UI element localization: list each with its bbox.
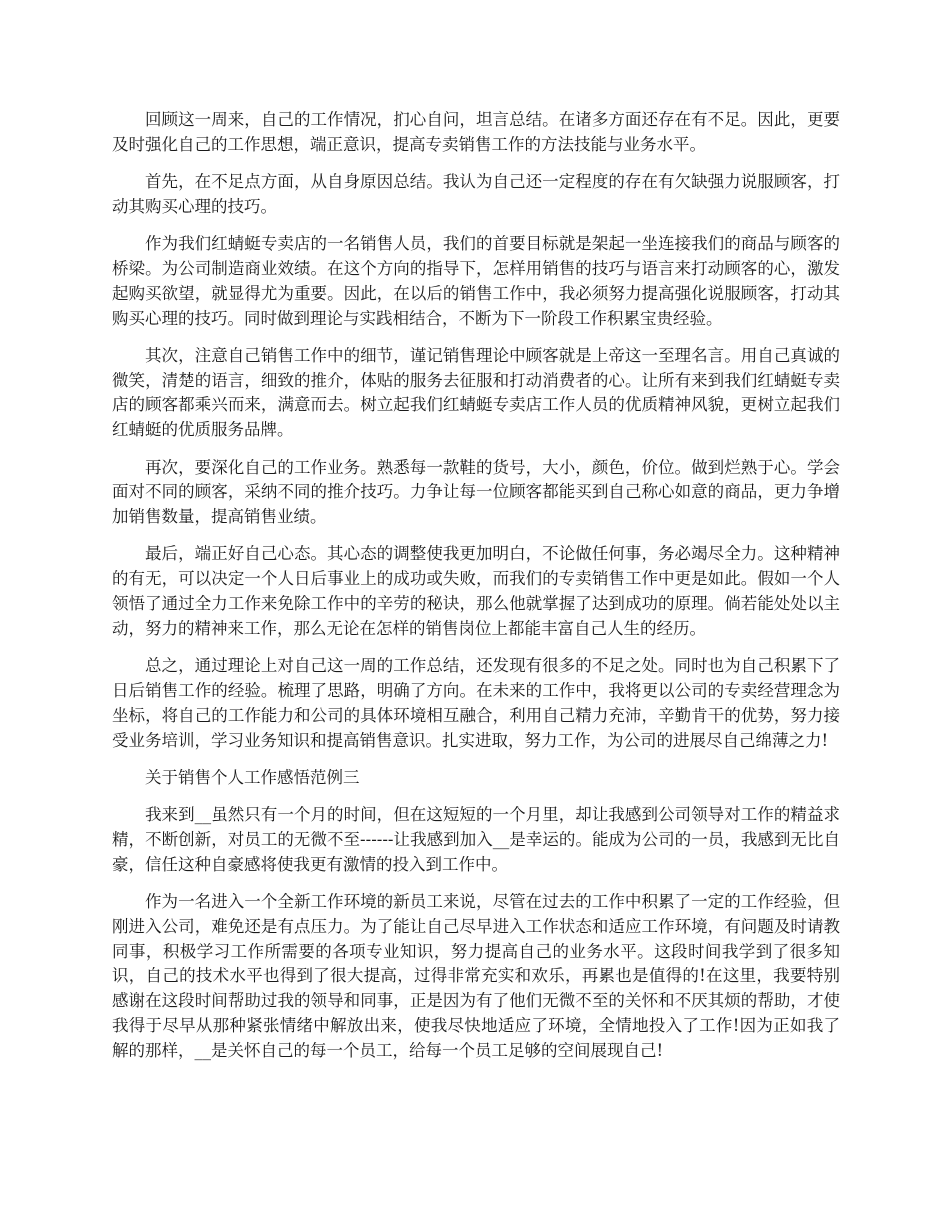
- paragraph-third: 再次，要深化自己的工作业务。熟悉每一款鞋的货号，大小，颜色，价位。做到烂熟于心。学会面对不同的顾客，采纳不同的推介技巧。力争让每一位顾客都能买到自己称心如意的商品，更力争增加销售数量，提高销售业绩。: [112, 457, 840, 527]
- paragraph-summary: 总之，通过理论上对自己这一周的工作总结，还发现有很多的不足之处。同时也为自己积累下了日后销售工作的经验。梳理了思路，明确了方向。在未来的工作中，我将更以公司的专卖经营理念为坐标，将自己的工作能力和公司的具体环境相互融合，利用自己精力充沛，辛勤肯干的优势，努力接受业务培训，学习业务知识和提高销售意识。扎实进取，努力工作，为公司的进展尽自己绵薄之力!: [112, 656, 840, 750]
- paragraph-last: 最后，端正好自己心态。其心态的调整使我更加明白，不论做任何事，务必竭尽全力。这种精神的有无，可以决定一个人日后事业上的成功或失败，而我们的专卖销售工作中更是如此。假如一个人领悟了通过全力工作来免除工作中的辛劳的秘诀，那么他就掌握了达到成功的原理。倘若能处处以主动，努力的精神来工作，那么无论在怎样的销售岗位上都能丰富自己人生的经历。: [112, 544, 840, 638]
- paragraph-joining: 我来到__虽然只有一个月的时间，但在这短短的一个月里，却让我感到公司领导对工作的精益求精，不断创新，对员工的无微不至------让我感到加入__是幸运的。能成为公司的一员，我感到无比自豪，信任这种自豪感将使我更有激情的投入到工作中。: [112, 805, 840, 874]
- section-title: 关于销售个人工作感悟范例三: [145, 767, 360, 787]
- document-page: [112, 108, 840, 1076]
- paragraph-new-employee: 作为一名进入一个全新工作环境的新员工来说，尽管在过去的工作中积累了一定的工作经验，但刚进入公司，难免还是有点压力。为了能让自己尽早进入工作状态和适应工作环境，有问题及时请教同事，积极学习工作所需要的各项专业知识，努力提高自己的业务水平。这段时间我学到了很多知识，自己的技术水平也得到了很大提高，过得非常充实和欢乐，再累也是值得的!在这里，我要特别感谢在这段时间帮助过我的领导和同事，正是因为有了他们无微不至的关怀和不厌其烦的帮助，才使我得于尽早从那种紧张情绪中解放出来，使我尽快地适应了环境，全情地投入了工作!因为正如我了解的那样，__是关怀自己的每一个员工，给每一个员工足够的空间展现自己!: [112, 892, 840, 1060]
- paragraph-first: 首先，在不足点方面，从自身原因总结。我认为自己还一定程度的存在有欠缺强力说服顾客，打动其购买心理的技巧。: [112, 172, 840, 216]
- paragraph-goal: 作为我们红蜻蜓专卖店的一名销售人员，我们的首要目标就是架起一坐连接我们的商品与顾客的桥梁。为公司制造商业效绩。在这个方向的指导下，怎样用销售的技巧与语言来打动顾客的心，激发起购买欲望，就显得尤为重要。因此，在以后的销售工作中，我必须努力提高强化说服顾客，打动其购买心理的技巧。同时做到理论与实践相结合，不断为下一阶段工作积累宝贵经验。: [112, 234, 840, 328]
- paragraph-second: 其次，注意自己销售工作中的细节，谨记销售理论中顾客就是上帝这一至理名言。用自己真诚的微笑，清楚的语言，细致的推介，体贴的服务去征服和打动消费者的心。让所有来到我们红蜻蜓专卖店的顾客都乘兴而来，满意而去。树立起我们红蜻蜓专卖店工作人员的优质精神风貌，更树立起我们红蜻蜓的优质服务品牌。: [112, 345, 840, 440]
- paragraph-review: 回顾这一周来，自己的工作情况，扪心自问，坦言总结。在诸多方面还存在有不足。因此，更要及时强化自己的工作思想，端正意识，提高专卖销售工作的方法技能与业务水平。: [112, 110, 840, 154]
